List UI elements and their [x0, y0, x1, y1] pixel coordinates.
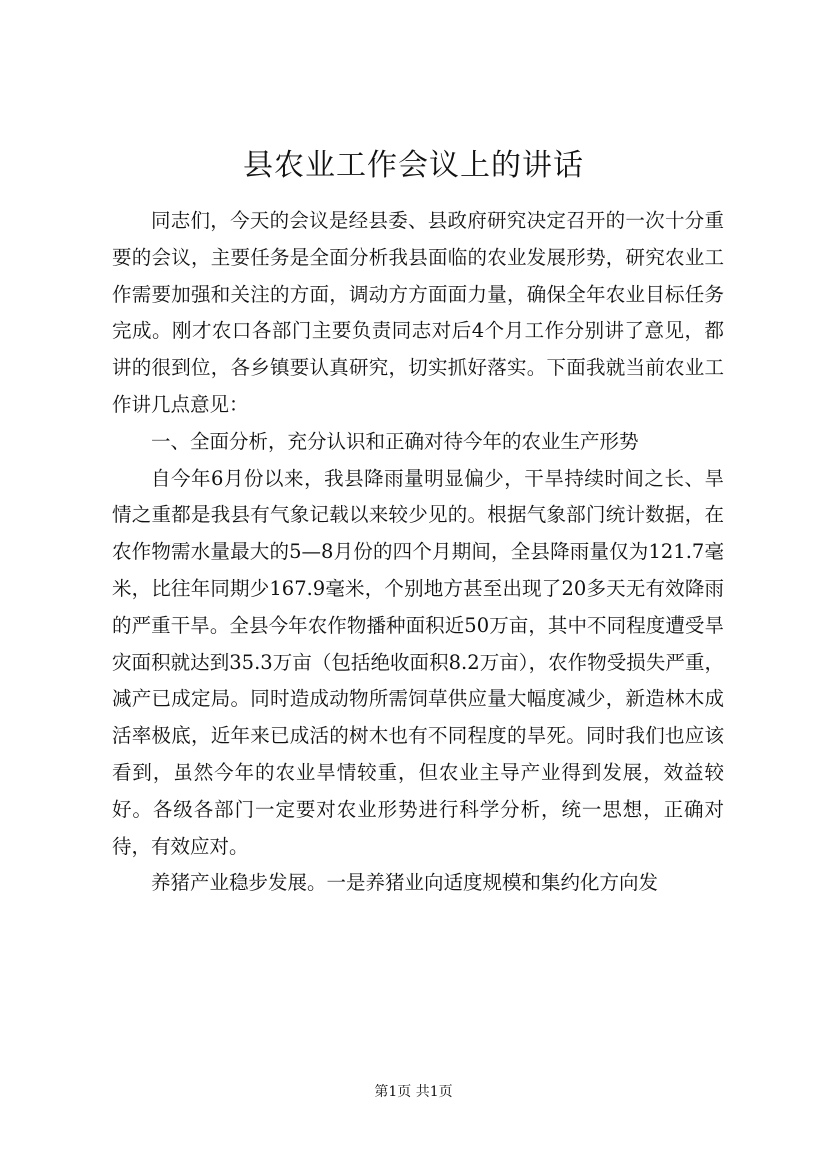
paragraph-opening: 同志们，今天的会议是经县委、县政府研究决定召开的一次十分重要的会议，主要任务是全面分析我县面临的农业发展形势，研究农业工作需要加强和关注的方面，调动方方面面力量，确保全年农业目标任务完成。刚才农口各部门主要负责同志对后4个月工作分别讲了意见，都讲的很到位，各乡镇要认真研究，切实抓好落实。下面我就当前农业工作讲几点意见：	[112, 209, 724, 416]
page-number: 第1页 共1页	[374, 1084, 453, 1100]
paragraph-pig-industry: 养猪产业稳步发展。一是养猪业向适度规模和集约化方向发	[151, 871, 659, 895]
document-title: 县农业工作会议上的讲话	[243, 148, 584, 183]
paragraph-drought-analysis: 自今年6月份以来，我县降雨量明显偏少，干旱持续时间之长、旱情之重都是我县有气象记载以来较少见的。根据气象部门统计数据，在农作物需水量最大的5—8月份的四个月期间，全县降雨量仅为121.7毫米，比往年同期少167.9毫米，个别地方甚至出现了20多天无有效降雨的严重干旱。全县今年农作物播种面积近50万亩，其中不同程度遭受旱灾面积就达到35.3万亩（包括绝收面积8.2万亩），农作物受损失严重，减产已成定局。同时造成动物所需饲草供应量大幅度减少，新造林木成活率极底，近年来已成活的树木也有不同程度的旱死。同时我们也应该看到，虽然今年的农业旱情较重，但农业主导产业得到发展，效益较好。各级各部门一定要对农业形势进行科学分析，统一思想，正确对待，有效应对。	[112, 466, 724, 858]
section-heading-1: 一、全面分析，充分认识和正确对待今年的农业生产形势	[151, 429, 639, 453]
document-body	[112, 203, 724, 902]
